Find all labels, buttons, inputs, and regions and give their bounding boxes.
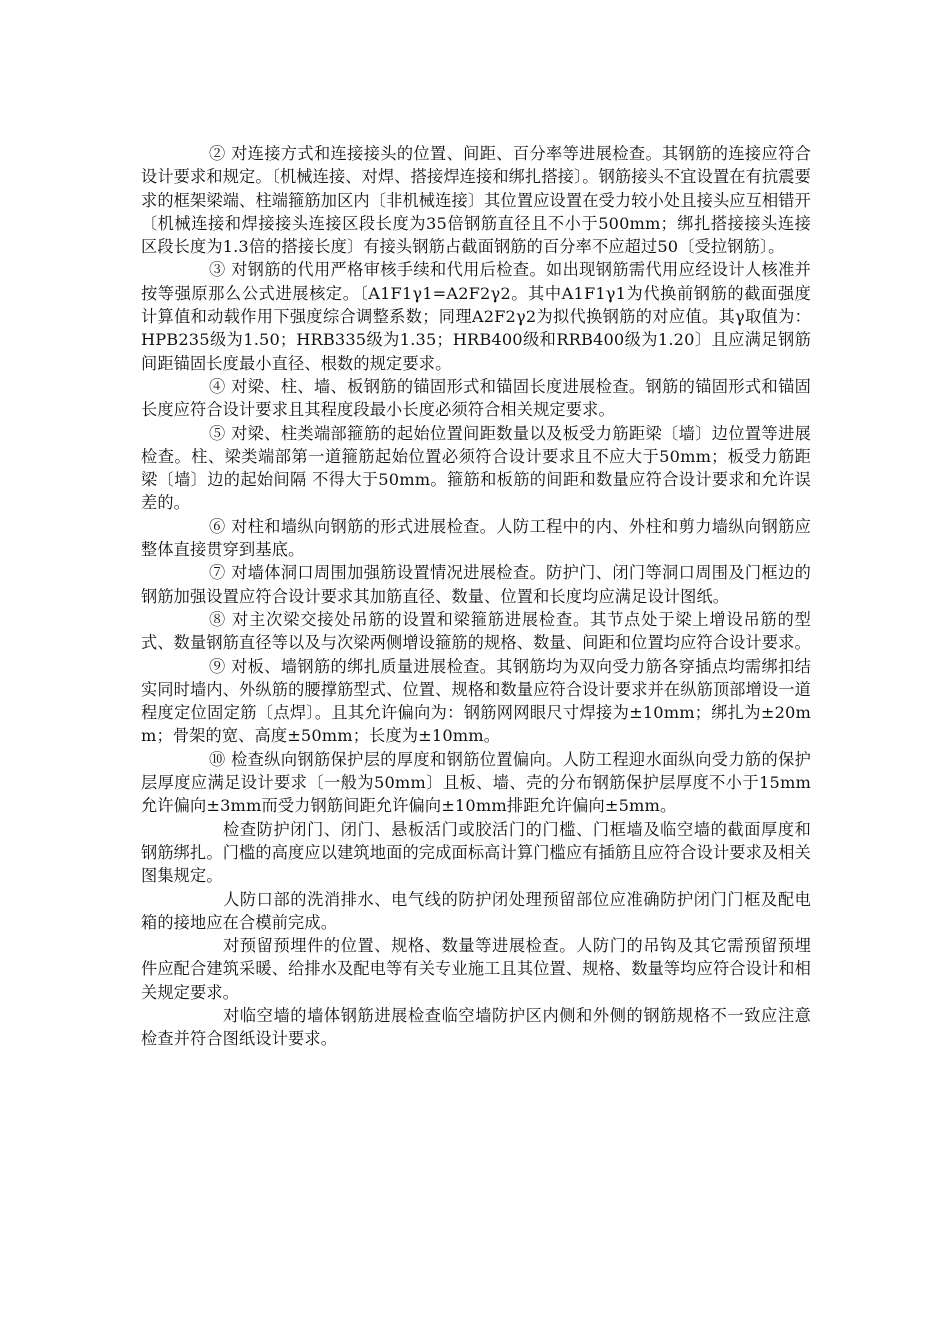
paragraph-item-5: ⑤ 对梁、柱类端部箍筋的起始位置间距数量以及板受力筋距梁〔墙〕边位置等进展检查。柱、梁类端部第一道箍筋起始位置必须符合设计要求且不应大于50mm；板受力筋距梁〔墙〕边的起始间隔 不得大于50mm。箍筋和板筋的间距和数量应符合设计要求和允许误差的。 [141, 423, 811, 513]
paragraph-item-2: ② 对连接方式和连接接头的位置、间距、百分率等进展检查。其钢筋的连接应符合设计要求和规定。〔机械连接、对焊、搭接焊连接和绑扎搭接〕。钢筋接头不宜设置在有抗震要求的框架梁端、柱端箍筋加区内〔非机械连接〕其位置应设置在受力较小处且接头应互相错开〔机械连接和焊接接头连接区段长度为35倍钢筋直径且不小于500mm；绑扎搭接接头连接区段长度为1.3倍的搭接长度〕有接头钢筋占截面钢筋的百分率不应超过50〔受拉钢筋〕。 [141, 144, 811, 257]
paragraph-door-check: 检查防护闭门、闭门、悬板活门或胶活门的门槛、门框墙及临空墙的截面厚度和钢筋绑扎。门槛的高度应以建筑地面的完成面标高计算门槛应有插筋且应符合设计要求及相关图集规定。 [141, 819, 811, 886]
paragraph-item-9: ⑨ 对板、墙钢筋的绑扎质量进展检查。其钢筋均为双向受力筋各穿插点均需绑扣结实同时墙内、外纵筋的腰撑筋型式、位置、规格和数量应符合设计要求并在纵筋顶部增设一道程度定位固定筋〔点焊〕。且其允许偏向为：钢筋网网眼尺寸焊接为±10mm；绑扎为±20mm；骨架的宽、高度±50mm；长度为±10mm。 [141, 656, 811, 746]
paragraph-item-10: ⑩ 检查纵向钢筋保护层的厚度和钢筋位置偏向。人防工程迎水面纵向受力筋的保护层厚度应满足设计要求〔一般为50mm〕且板、墙、壳的分布钢筋保护层厚度不小于15mm允许偏向±3mm而受力钢筋间距允许偏向±10mm排距允许偏向±5mm。 [141, 749, 811, 816]
paragraph-item-6: ⑥ 对柱和墙纵向钢筋的形式进展检查。人防工程中的内、外柱和剪力墙纵向钢筋应整体直接贯穿到基底。 [141, 516, 811, 560]
paragraph-embedded-parts: 对预留预埋件的位置、规格、数量等进展检查。人防门的吊钩及其它需预留预埋件应配合建筑采暖、给排水及配电等有关专业施工且其位置、规格、数量等均应符合设计和相关规定要求。 [141, 936, 811, 1002]
paragraph-item-8: ⑧ 对主次梁交接处吊筋的设置和梁箍筋进展检查。其节点处于梁上增设吊筋的型式、数量钢筋直径等以及与次梁两侧增设箍筋的规格、数量、间距和位置均应符合设计要求。 [141, 609, 811, 653]
paragraph-item-7: ⑦ 对墙体洞口周围加强筋设置情况进展检查。防护门、闭门等洞口周围及门框边的钢筋加强设置应符合设计要求其加筋直径、数量、位置和长度均应满足设计图纸。 [141, 563, 811, 606]
document-body [141, 142, 811, 1051]
paragraph-entrance-grounding: 人防口部的洗消排水、电气线的防护闭处理预留部位应准确防护闭门门框及配电箱的接地应在合模前完成。 [141, 889, 811, 932]
paragraph-item-3: ③ 对钢筋的代用严格审核手续和代用后检查。如出现钢筋需代用应经设计人核准并按等强原那么公式进展核定。〔A1F1γ1=A2F2γ2。其中A1F1γ1为代换前钢筋的截面强度计算值和动载作用下强度综合调整系数；同理A2F2γ2为拟代换钢筋的对应值。其γ取值为：HPB235级为1.50；HRB335级为1.35；HRB400级和RRB400级为1.20〕且应满足钢筋间距锚固长度最小直径、根数的规定要求。 [141, 260, 811, 373]
paragraph-item-4: ④ 对梁、柱、墙、板钢筋的锚固形式和锚固长度进展检查。钢筋的锚固形式和锚固长度应符合设计要求且其程度段最小长度必须符合相关规定要求。 [141, 376, 811, 420]
paragraph-exposed-wall: 对临空墙的墙体钢筋进展检查临空墙防护区内侧和外侧的钢筋规格不一致应注意检查并符合图纸设计要求。 [141, 1005, 811, 1049]
